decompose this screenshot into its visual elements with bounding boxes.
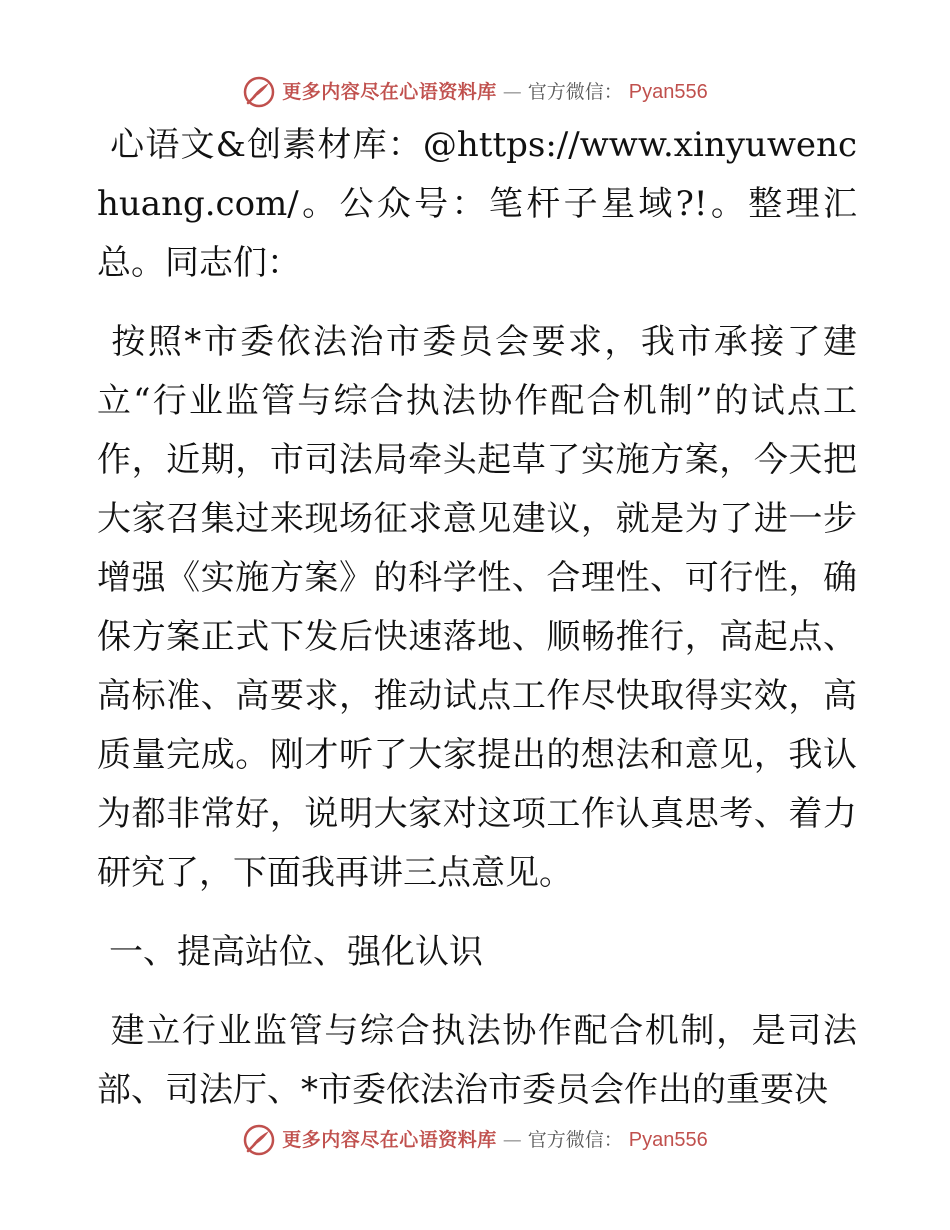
- watermark-main-text: 更多内容尽在心语资料库: [282, 1129, 497, 1151]
- watermark-wechat-id: Pyan556: [628, 81, 708, 103]
- paragraph-2: [97, 1002, 857, 1120]
- watermark-sub-text: 官方微信：: [527, 81, 623, 103]
- section-heading-1-text: 一、提高站位、强化认识: [109, 932, 483, 972]
- paragraph-1: [97, 313, 857, 903]
- watermark-sub-text: 官方微信：: [527, 1129, 623, 1151]
- section-heading-1: [97, 923, 857, 982]
- paragraph-1-text: 按照*市委依法治市委员会要求，我市承接了建立“行业监管与综合执法协作配合机制”的试点工作，近期，市司法局牵头起草了实施方案，今天把大家召集过来现场征求意见建议，就是为了进一步增强《实施方案》的科学性、合理性、可行性，确保方案正式下发后快速落地、顺畅推行，高起点、高标准、高要求，推动试点工作尽快取得实效，高质量完成。刚才听了大家提出的想法和意见，我认为都非常好，说明大家对这项工作认真思考、着力研究了，下面我再讲三点意见。: [97, 322, 857, 893]
- watermark-wechat-id: Pyan556: [628, 1129, 708, 1151]
- watermark-footer: [0, 1120, 950, 1160]
- intro-paragraph: [97, 116, 857, 293]
- quill-logo-icon: [242, 1123, 276, 1157]
- watermark-dash: —: [502, 81, 522, 103]
- intro-text: 心语文&创素材库：@https://www.xinyuwenchuang.com/。公众号：笔杆子星域?!。整理汇总。同志们：: [97, 125, 857, 283]
- paragraph-2-text: 建立行业监管与综合执法协作配合机制，是司法部、司法厅、*市委依法治市委员会作出的重要决: [97, 1011, 857, 1110]
- quill-logo-icon: [242, 75, 276, 109]
- watermark-header: [0, 72, 950, 112]
- watermark-dash: —: [502, 1129, 522, 1151]
- document-body: [97, 116, 857, 1120]
- watermark-main-text: 更多内容尽在心语资料库: [282, 81, 497, 103]
